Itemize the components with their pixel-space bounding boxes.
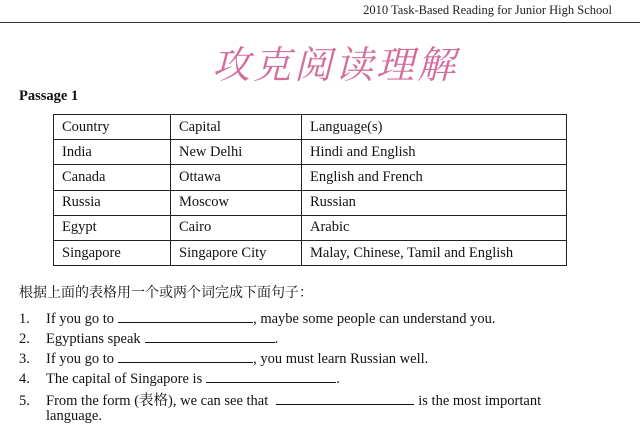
table-cell: Canada <box>54 165 171 190</box>
table-row <box>54 140 567 165</box>
table-cell: Hindi and English <box>302 140 567 165</box>
question-text-before: If you go to <box>46 311 115 327</box>
table-row <box>54 190 567 215</box>
question-text-before: The capital of Singapore is <box>46 371 203 387</box>
answer-blank[interactable] <box>118 350 253 363</box>
table-row <box>54 215 567 240</box>
header-text: 2010 Task-Based Reading for Junior High School <box>363 3 612 17</box>
question-5-continuation: language. <box>46 408 102 424</box>
table-cell: Russian <box>302 190 567 215</box>
question-number: 1. <box>19 311 30 327</box>
question-1 <box>19 310 495 328</box>
question-4 <box>19 370 340 388</box>
table-cell: Egypt <box>54 215 171 240</box>
table-cell: India <box>54 140 171 165</box>
table-header-row <box>54 115 567 140</box>
table-row <box>54 240 567 265</box>
question-text-after: is the most important <box>418 393 542 409</box>
question-5 <box>19 389 541 410</box>
table-header-cell: Capital <box>171 115 302 140</box>
instruction-text: 根据上面的表格用一个或两个词完成下面句子： <box>19 285 313 301</box>
question-text-before: Egyptians speak <box>46 331 141 347</box>
country-table <box>53 114 567 266</box>
page-title: 攻克阅读理解 <box>211 43 458 87</box>
question-number: 3. <box>19 351 30 367</box>
table-cell: Ottawa <box>171 165 302 190</box>
question-text-after: . <box>336 371 340 387</box>
question-number: 2. <box>19 331 30 347</box>
question-text-after: , maybe some people can understand you. <box>253 311 496 327</box>
passage-label: Passage 1 <box>19 88 79 104</box>
table-cell: Cairo <box>171 215 302 240</box>
question-3 <box>19 350 428 368</box>
page-header <box>0 0 640 23</box>
table-cell: Russia <box>54 190 171 215</box>
answer-blank[interactable] <box>118 310 253 323</box>
question-text-after: . <box>274 331 279 347</box>
question-text-before: From the form (表格), we can see that <box>46 393 269 409</box>
table-cell: Malay, Chinese, Tamil and English <box>302 240 567 265</box>
question-text-after: , you must learn Russian well. <box>253 351 429 367</box>
table-row <box>54 165 567 190</box>
table-cell: Moscow <box>171 190 302 215</box>
question-number: 5. <box>19 393 30 409</box>
table-cell: English and French <box>302 165 567 190</box>
question-number: 4. <box>19 371 30 387</box>
answer-blank[interactable] <box>276 392 414 405</box>
table-cell: New Delhi <box>171 140 302 165</box>
table-cell: Arabic <box>302 215 567 240</box>
question-2 <box>19 330 278 348</box>
table-cell: Singapore City <box>171 240 302 265</box>
table-cell: Singapore <box>54 240 171 265</box>
answer-blank[interactable] <box>206 370 336 383</box>
question-text-before: If you go to <box>46 351 115 367</box>
table-header-cell: Country <box>54 115 171 140</box>
answer-blank[interactable] <box>145 330 275 343</box>
table-header-cell: Language(s) <box>302 115 567 140</box>
